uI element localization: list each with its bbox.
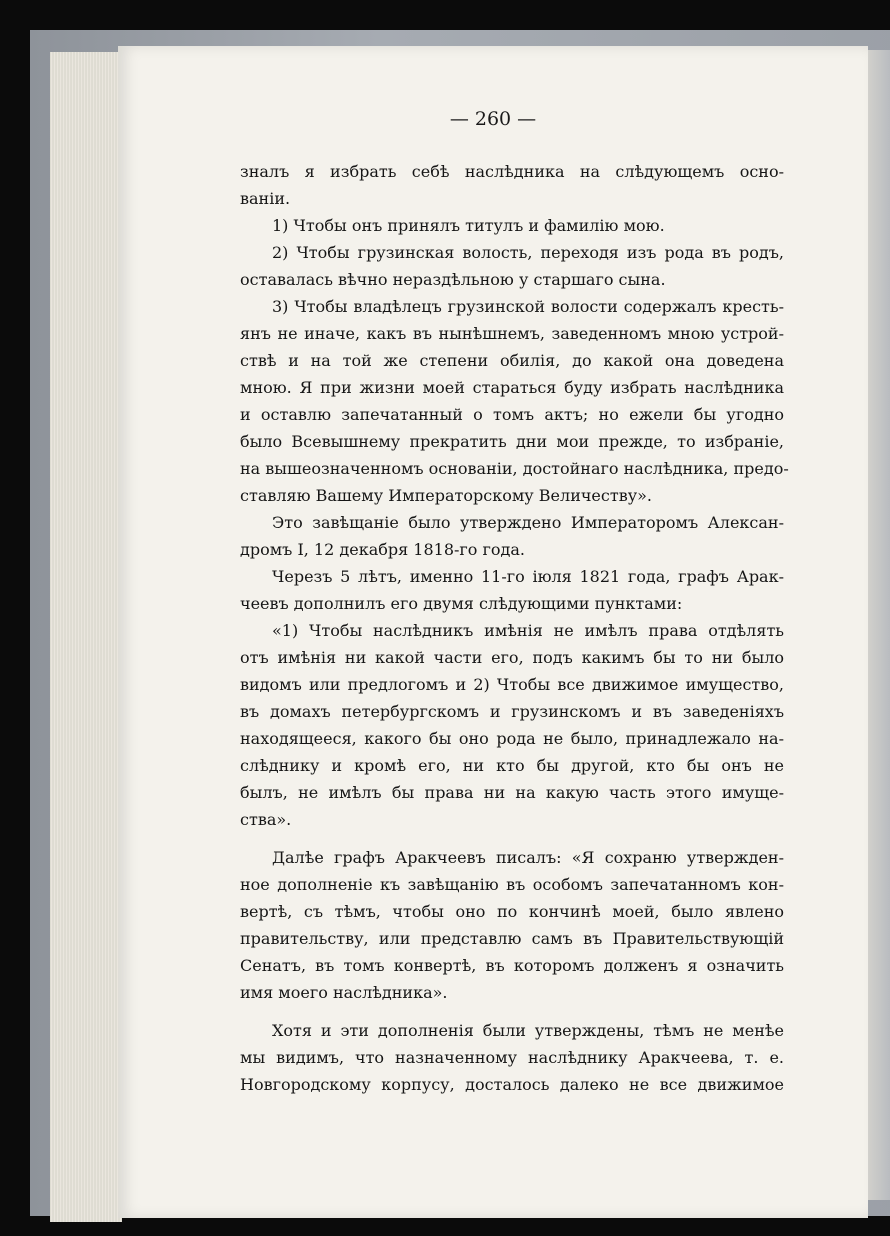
- text-line: было Всевышнему прекратить дни мои прежде, то избранiе,: [240, 432, 784, 451]
- text-line: янъ не иначе, какъ въ нынѣшнемъ, заведенномъ мною устрой-: [240, 324, 784, 343]
- text-line: правительству, или представлю самъ въ Правительствующiй: [240, 929, 784, 948]
- text-line: ное дополненiе къ завѣщанiю въ особомъ запечатанномъ кон-: [240, 875, 784, 894]
- page-number: — 260 —: [449, 108, 537, 130]
- text-line: ствѣ и на той же степени обилiя, до какой она доведена: [240, 351, 784, 370]
- text-line: вертѣ, съ тѣмъ, чтобы оно по кончинѣ моей, было явлено: [240, 902, 784, 921]
- text-line: Хотя и эти дополненiя были утверждены, тѣмъ не менѣе: [272, 1021, 784, 1040]
- text-line: въ домахъ петербургскомъ и грузинскомъ и въ заведенiяхъ: [240, 702, 784, 721]
- page-edges: [50, 52, 122, 1222]
- text-line: 3) Чтобы владѣлецъ грузинской волости содержалъ кресть-: [272, 297, 784, 316]
- text-line: оставалась вѣчно нераздѣльною у старшаго сына.: [240, 270, 666, 289]
- text-line: зналъ я избрать себѣ наслѣдника на слѣдующемъ осно-: [240, 162, 784, 181]
- text-line: «1) Чтобы наслѣдникъ имѣнiя не имѣлъ права отдѣлять: [272, 621, 784, 640]
- text-line: Черезъ 5 лѣтъ, именно 11-го iюля 1821 года, графъ Арак-: [272, 567, 784, 586]
- text-line: и оставлю запечатанный о томъ актъ; но ежели бы угодно: [240, 405, 784, 424]
- text-line: ванiи.: [240, 189, 291, 208]
- text-line: ставляю Вашему Императорскому Величеству».: [240, 486, 653, 505]
- text-line: 1) Чтобы онъ принялъ титулъ и фамилiю мою.: [272, 216, 665, 235]
- text-line: Это завѣщанiе было утверждено Императоромъ Алексан-: [272, 513, 784, 532]
- book-page: [118, 46, 868, 1218]
- text-line: чеевъ дополнилъ его двумя слѣдующими пунктами:: [240, 594, 683, 613]
- text-line: Далѣе графъ Аракчеевъ писалъ: «Я сохраню утвержден-: [272, 848, 784, 867]
- text-line: имя моего наслѣдника».: [240, 983, 448, 1002]
- text-line: мы видимъ, что назначенному наслѣднику Аракчеева, т. е.: [240, 1048, 784, 1067]
- text-line: отъ имѣнiя ни какой части его, подъ какимъ бы то ни было: [240, 648, 784, 667]
- text-line: мною. Я при жизни моей стараться буду избрать наслѣдника: [240, 378, 784, 397]
- body-text: [240, 158, 789, 1098]
- text-line: ства».: [240, 810, 292, 829]
- text-line: слѣднику и кромѣ его, ни кто бы другой, кто бы онъ не: [240, 756, 784, 775]
- text-line: былъ, не имѣлъ бы права ни на какую часть этого имуще-: [240, 783, 784, 802]
- text-line: дромъ I, 12 декабря 1818-го года.: [240, 540, 526, 559]
- text-line: находящееся, какого бы оно рода не было, принадлежало на-: [240, 729, 784, 748]
- text-line: на вышеозначенномъ основанiи, достойнаго наслѣдника, предо-: [240, 459, 789, 478]
- text-line: Новгородскому корпусу, досталось далеко не все движимое: [240, 1075, 784, 1094]
- text-line: видомъ или предлогомъ и 2) Чтобы все движимое имущество,: [240, 675, 784, 694]
- text-line: 2) Чтобы грузинская волость, переходя изъ рода въ родъ,: [272, 243, 784, 262]
- text-line: Сенатъ, въ томъ конвертѣ, въ которомъ долженъ я означить: [240, 956, 784, 975]
